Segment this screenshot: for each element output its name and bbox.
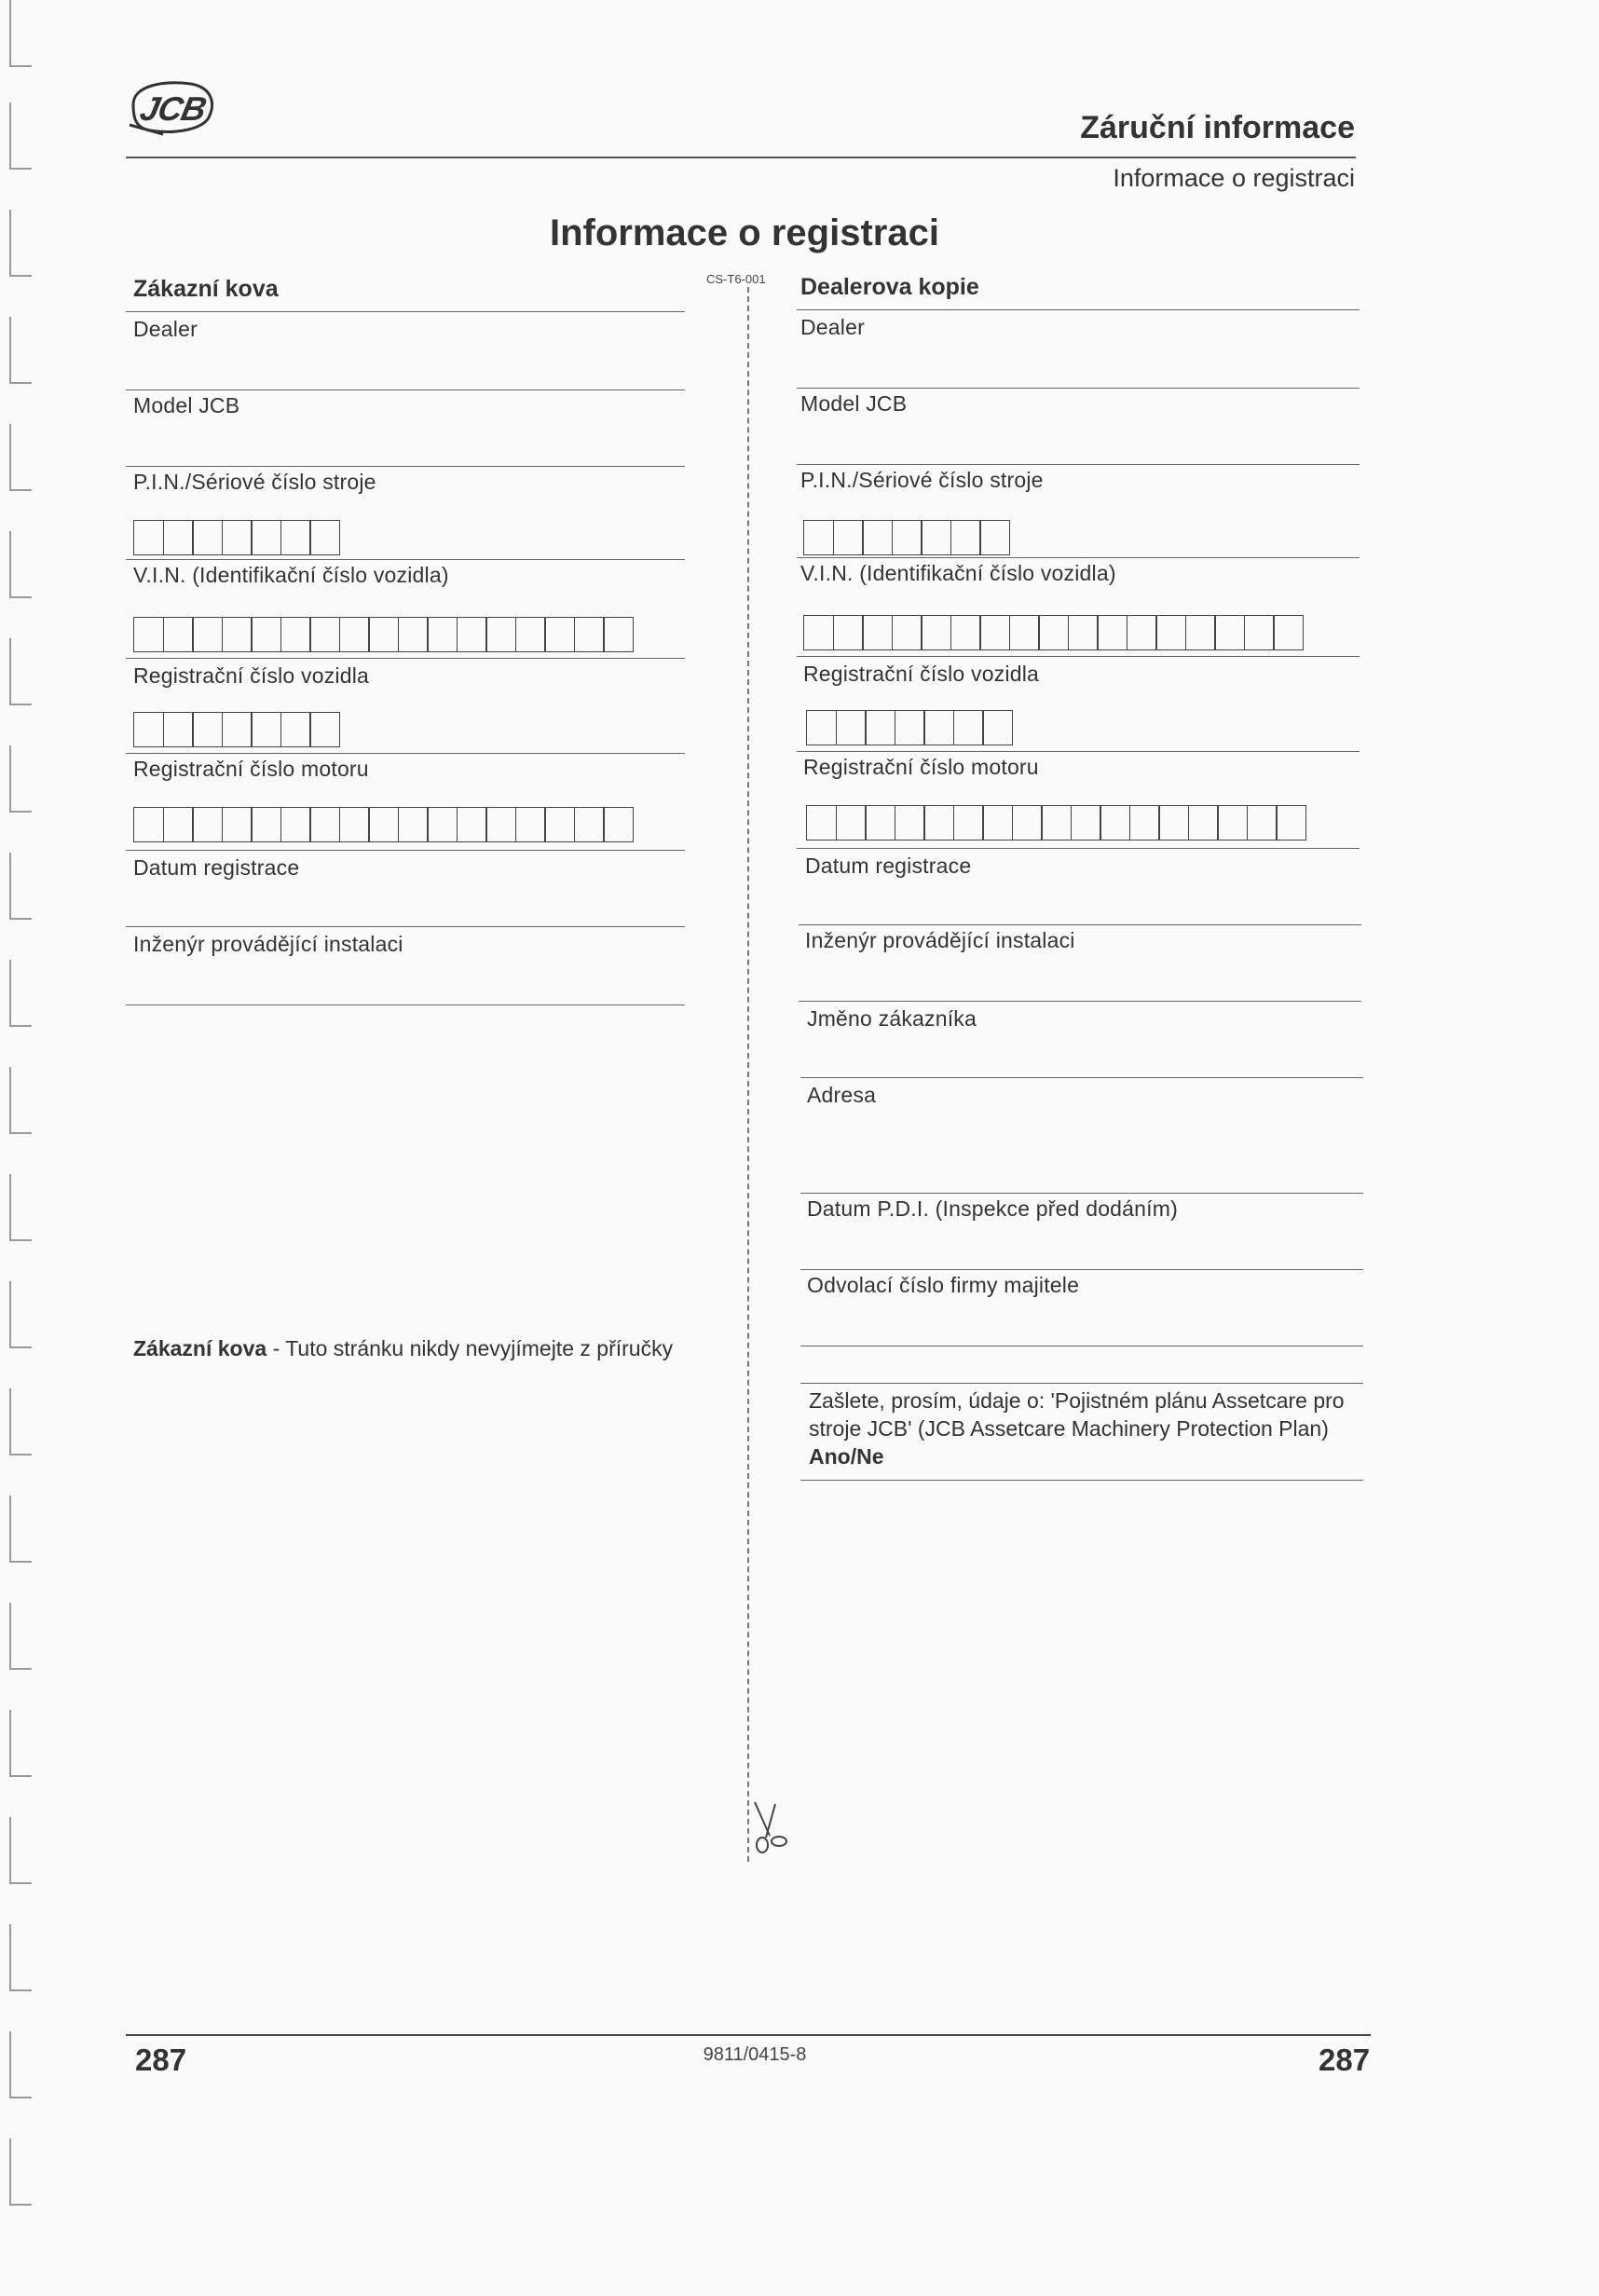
left-reg-engine-line <box>126 850 685 851</box>
left-engineer-field[interactable] <box>126 1004 685 1005</box>
right-model-field[interactable] <box>797 464 1360 465</box>
left-vin-label: V.I.N. (Identifikační číslo vozidla) <box>133 563 449 587</box>
left-note-text: - Tuto stránku nikdy nevyjímejte z příručky <box>266 1336 674 1360</box>
left-pin-line <box>126 559 685 560</box>
page-number-left: 287 <box>135 2043 187 2077</box>
binding-marks <box>0 0 45 2296</box>
left-pin-boxes[interactable] <box>133 520 339 555</box>
left-model-label: Model JCB <box>133 393 240 417</box>
left-model-field[interactable] <box>126 466 685 467</box>
right-dealer-label: Dealer <box>800 315 865 339</box>
right-date-field[interactable] <box>799 924 1361 925</box>
left-reg-engine-label: Registrační číslo motoru <box>133 757 369 781</box>
left-line-0 <box>126 311 685 312</box>
right-reg-engine-boxes[interactable] <box>806 805 1305 840</box>
left-reg-vehicle-boxes[interactable] <box>133 712 339 747</box>
right-address-field[interactable] <box>800 1193 1363 1194</box>
right-vin-boxes[interactable] <box>803 615 1303 650</box>
left-reg-vehicle-line <box>126 753 685 754</box>
left-reg-engine-boxes[interactable] <box>133 807 633 842</box>
left-date-label: Datum registrace <box>133 855 300 880</box>
right-assetcare-bottom-line <box>800 1480 1363 1481</box>
right-heading: Dealerova kopie <box>800 274 979 300</box>
left-reg-vehicle-label: Registrační číslo vozidla <box>133 663 369 688</box>
cut-line <box>747 287 749 1862</box>
right-assetcare-top-line <box>800 1383 1363 1384</box>
right-dealer-field[interactable] <box>797 388 1360 389</box>
left-dealer-label: Dealer <box>133 317 198 341</box>
page-number-right: 287 <box>1319 2043 1371 2077</box>
right-reg-vehicle-label: Registrační číslo vozidla <box>803 662 1039 686</box>
right-owner-ref-label: Odvolací číslo firmy majitele <box>807 1273 1080 1297</box>
left-date-field[interactable] <box>126 926 685 927</box>
scissors-icon <box>749 1798 792 1854</box>
form-title: Informace o registraci <box>550 212 939 253</box>
right-reg-engine-line <box>797 848 1360 849</box>
right-assetcare-text: Zašlete, prosím, údaje o: 'Pojistném plánu Assetcare pro stroje JCB' (JCB Assetcare Machinery Protection Plan) <box>809 1388 1345 1441</box>
logo-text: JCB <box>136 89 210 128</box>
right-reg-vehicle-boxes[interactable] <box>806 710 1012 745</box>
left-vin-line <box>126 658 685 659</box>
right-reg-engine-label: Registrační číslo motoru <box>803 755 1039 779</box>
right-vin-label: V.I.N. (Identifikační číslo vozidla) <box>800 561 1116 585</box>
jcb-logo <box>126 76 219 138</box>
right-customer-label: Jměno zákazníka <box>807 1006 977 1031</box>
doc-number: 9811/0415-8 <box>703 2044 807 2065</box>
right-pin-line <box>797 557 1360 558</box>
right-engineer-field[interactable] <box>799 1001 1361 1002</box>
section-title: Záruční informace <box>1080 110 1355 145</box>
right-pdi-field[interactable] <box>800 1269 1363 1270</box>
right-model-label: Model JCB <box>800 391 908 416</box>
left-note <box>133 1334 683 1362</box>
right-vin-line <box>797 656 1360 657</box>
left-pin-label: P.I.N./Sériové číslo stroje <box>133 470 376 494</box>
right-assetcare-note <box>809 1387 1359 1470</box>
right-pin-boxes[interactable] <box>803 520 1009 555</box>
right-pin-label: P.I.N./Sériové číslo stroje <box>800 468 1044 492</box>
right-reg-vehicle-line <box>797 751 1360 752</box>
header-rule <box>126 157 1356 158</box>
right-pdi-label: Datum P.D.I. (Inspekce před dodáním) <box>807 1196 1178 1221</box>
left-note-bold: Zákazní kova <box>133 1336 267 1360</box>
right-customer-field[interactable] <box>800 1077 1363 1078</box>
right-engineer-label: Inženýr provádějící instalaci <box>805 928 1075 952</box>
right-address-label: Adresa <box>807 1083 877 1107</box>
left-vin-boxes[interactable] <box>133 617 633 652</box>
right-date-label: Datum registrace <box>805 854 972 878</box>
left-heading: Zákazní kova <box>133 276 279 302</box>
form-code: CS-T6-001 <box>706 272 766 286</box>
footer-rule <box>126 2034 1371 2036</box>
right-line-0 <box>797 309 1360 310</box>
section-subtitle: Informace o registraci <box>1113 164 1355 192</box>
right-assetcare-choice[interactable]: Ano/Ne <box>809 1444 884 1469</box>
left-engineer-label: Inženýr provádějící instalaci <box>133 932 403 956</box>
